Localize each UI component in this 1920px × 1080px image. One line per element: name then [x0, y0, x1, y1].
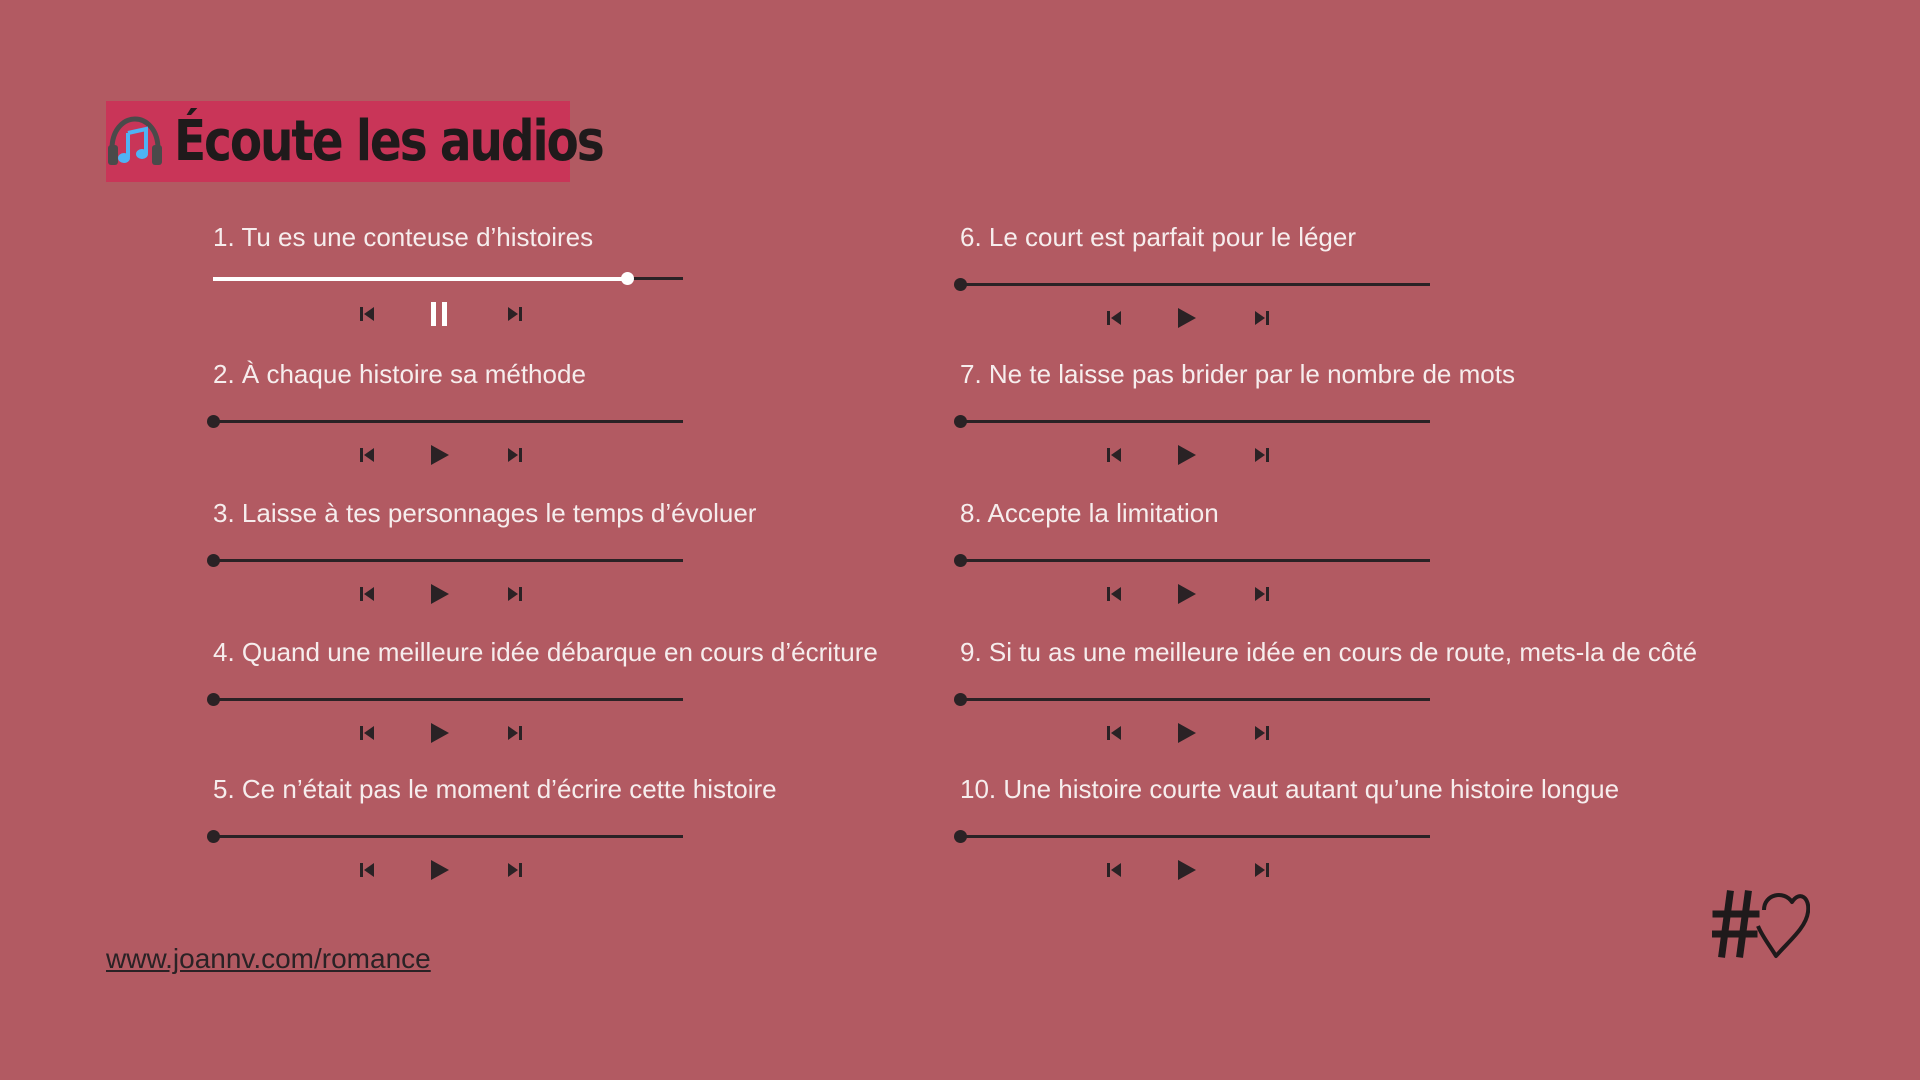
progress-slider[interactable] [213, 827, 683, 847]
next-track-button[interactable] [501, 858, 529, 886]
pause-icon [428, 301, 450, 332]
audio-track [960, 497, 1430, 622]
audio-track [213, 773, 777, 898]
player-controls [1100, 858, 1270, 886]
play-icon [428, 583, 450, 610]
next-track-button[interactable] [501, 302, 529, 330]
progress-knob[interactable] [207, 554, 220, 567]
progress-slider[interactable] [213, 269, 683, 289]
play-icon [1175, 307, 1197, 334]
player-controls [353, 721, 523, 749]
skip-previous-icon [358, 446, 376, 469]
progress-rail [213, 835, 683, 838]
track-title: 8. Accepte la limitation [960, 498, 1219, 528]
audio-track [213, 221, 683, 346]
track-title: 6. Le court est parfait pour le léger [960, 222, 1357, 252]
skip-previous-icon [358, 305, 376, 328]
progress-slider[interactable] [960, 275, 1430, 295]
play-button[interactable] [425, 721, 453, 749]
next-track-button[interactable] [1248, 858, 1276, 886]
progress-slider[interactable] [960, 827, 1430, 847]
next-track-button[interactable] [1248, 582, 1276, 610]
skip-next-icon [506, 724, 524, 747]
track-title: 3. Laisse à tes personnages le temps d’évoluer [213, 498, 757, 528]
progress-knob[interactable] [954, 830, 967, 843]
play-icon [428, 444, 450, 471]
progress-knob[interactable] [954, 693, 967, 706]
skip-next-icon [1253, 446, 1271, 469]
previous-track-button[interactable] [1100, 721, 1128, 749]
player-controls [1100, 582, 1270, 610]
progress-slider[interactable] [960, 412, 1430, 432]
player-controls [353, 302, 523, 330]
progress-slider[interactable] [960, 690, 1430, 710]
progress-knob[interactable] [954, 415, 967, 428]
skip-previous-icon [358, 861, 376, 884]
skip-next-icon [506, 585, 524, 608]
player-controls [353, 582, 523, 610]
skip-next-icon [1253, 724, 1271, 747]
play-icon [1175, 444, 1197, 471]
skip-previous-icon [358, 585, 376, 608]
previous-track-button[interactable] [353, 858, 381, 886]
skip-next-icon [506, 305, 524, 328]
track-title: 9. Si tu as une meilleure idée en cours de route, mets-la de côté [960, 637, 1698, 667]
next-track-button[interactable] [501, 721, 529, 749]
previous-track-button[interactable] [353, 302, 381, 330]
play-button[interactable] [425, 858, 453, 886]
progress-knob[interactable] [207, 415, 220, 428]
skip-previous-icon [1105, 861, 1123, 884]
previous-track-button[interactable] [1100, 443, 1128, 471]
progress-rail [213, 559, 683, 562]
player-controls [1100, 443, 1270, 471]
play-icon [428, 722, 450, 749]
progress-fill [213, 277, 627, 281]
player-controls [1100, 306, 1270, 334]
skip-previous-icon [1105, 309, 1123, 332]
audio-track [213, 358, 683, 483]
track-title: 4. Quand une meilleure idée débarque en cours d’écriture [213, 637, 878, 667]
skip-next-icon [506, 446, 524, 469]
track-title: 2. À chaque histoire sa méthode [213, 359, 586, 389]
pause-button[interactable] [425, 302, 453, 330]
next-track-button[interactable] [501, 443, 529, 471]
play-icon [1175, 859, 1197, 886]
play-icon [1175, 722, 1197, 749]
headphones-music-icon [106, 113, 164, 171]
audio-track [960, 773, 1620, 898]
next-track-button[interactable] [1248, 443, 1276, 471]
track-title: 10. Une histoire courte vaut autant qu’une histoire longue [960, 774, 1620, 804]
progress-knob[interactable] [954, 278, 967, 291]
previous-track-button[interactable] [353, 443, 381, 471]
hashtag-heart-logo-icon [1712, 888, 1810, 960]
progress-slider[interactable] [213, 690, 683, 710]
progress-rail [960, 698, 1430, 701]
next-track-button[interactable] [1248, 721, 1276, 749]
play-button[interactable] [425, 582, 453, 610]
progress-rail [960, 283, 1430, 286]
progress-knob[interactable] [621, 272, 634, 285]
progress-rail [213, 420, 683, 423]
progress-rail [213, 698, 683, 701]
skip-previous-icon [358, 724, 376, 747]
previous-track-button[interactable] [1100, 582, 1128, 610]
progress-rail [960, 420, 1430, 423]
progress-slider[interactable] [213, 551, 683, 571]
play-button[interactable] [1172, 858, 1200, 886]
audio-track [960, 221, 1430, 346]
play-button[interactable] [425, 443, 453, 471]
skip-previous-icon [1105, 585, 1123, 608]
website-link[interactable]: www.joannv.com/romance [106, 943, 431, 974]
skip-previous-icon [1105, 724, 1123, 747]
skip-previous-icon [1105, 446, 1123, 469]
previous-track-button[interactable] [353, 721, 381, 749]
progress-knob[interactable] [207, 693, 220, 706]
previous-track-button[interactable] [353, 582, 381, 610]
skip-next-icon [1253, 309, 1271, 332]
play-button[interactable] [1172, 443, 1200, 471]
progress-rail [960, 559, 1430, 562]
progress-knob[interactable] [954, 554, 967, 567]
play-button[interactable] [1172, 582, 1200, 610]
progress-rail [960, 835, 1430, 838]
audio-track [213, 497, 757, 622]
audio-track [960, 636, 1698, 761]
play-button[interactable] [1172, 306, 1200, 334]
play-icon [1175, 583, 1197, 610]
track-title: 7. Ne te laisse pas brider par le nombre de mots [960, 359, 1515, 389]
skip-next-icon [506, 861, 524, 884]
title-banner [106, 101, 603, 182]
progress-slider[interactable] [213, 412, 683, 432]
previous-track-button[interactable] [1100, 306, 1128, 334]
page-title: Écoute les audios [174, 108, 603, 174]
player-controls [1100, 721, 1270, 749]
audio-track [213, 636, 878, 761]
player-controls [353, 443, 523, 471]
track-title: 1. Tu es une conteuse d’histoires [213, 222, 594, 252]
play-icon [428, 859, 450, 886]
progress-knob[interactable] [207, 830, 220, 843]
previous-track-button[interactable] [1100, 858, 1128, 886]
skip-next-icon [1253, 585, 1271, 608]
audio-track [960, 358, 1515, 483]
play-button[interactable] [1172, 721, 1200, 749]
track-title: 5. Ce n’était pas le moment d’écrire cette histoire [213, 774, 777, 804]
next-track-button[interactable] [501, 582, 529, 610]
progress-slider[interactable] [960, 551, 1430, 571]
player-controls [353, 858, 523, 886]
skip-next-icon [1253, 861, 1271, 884]
next-track-button[interactable] [1248, 306, 1276, 334]
